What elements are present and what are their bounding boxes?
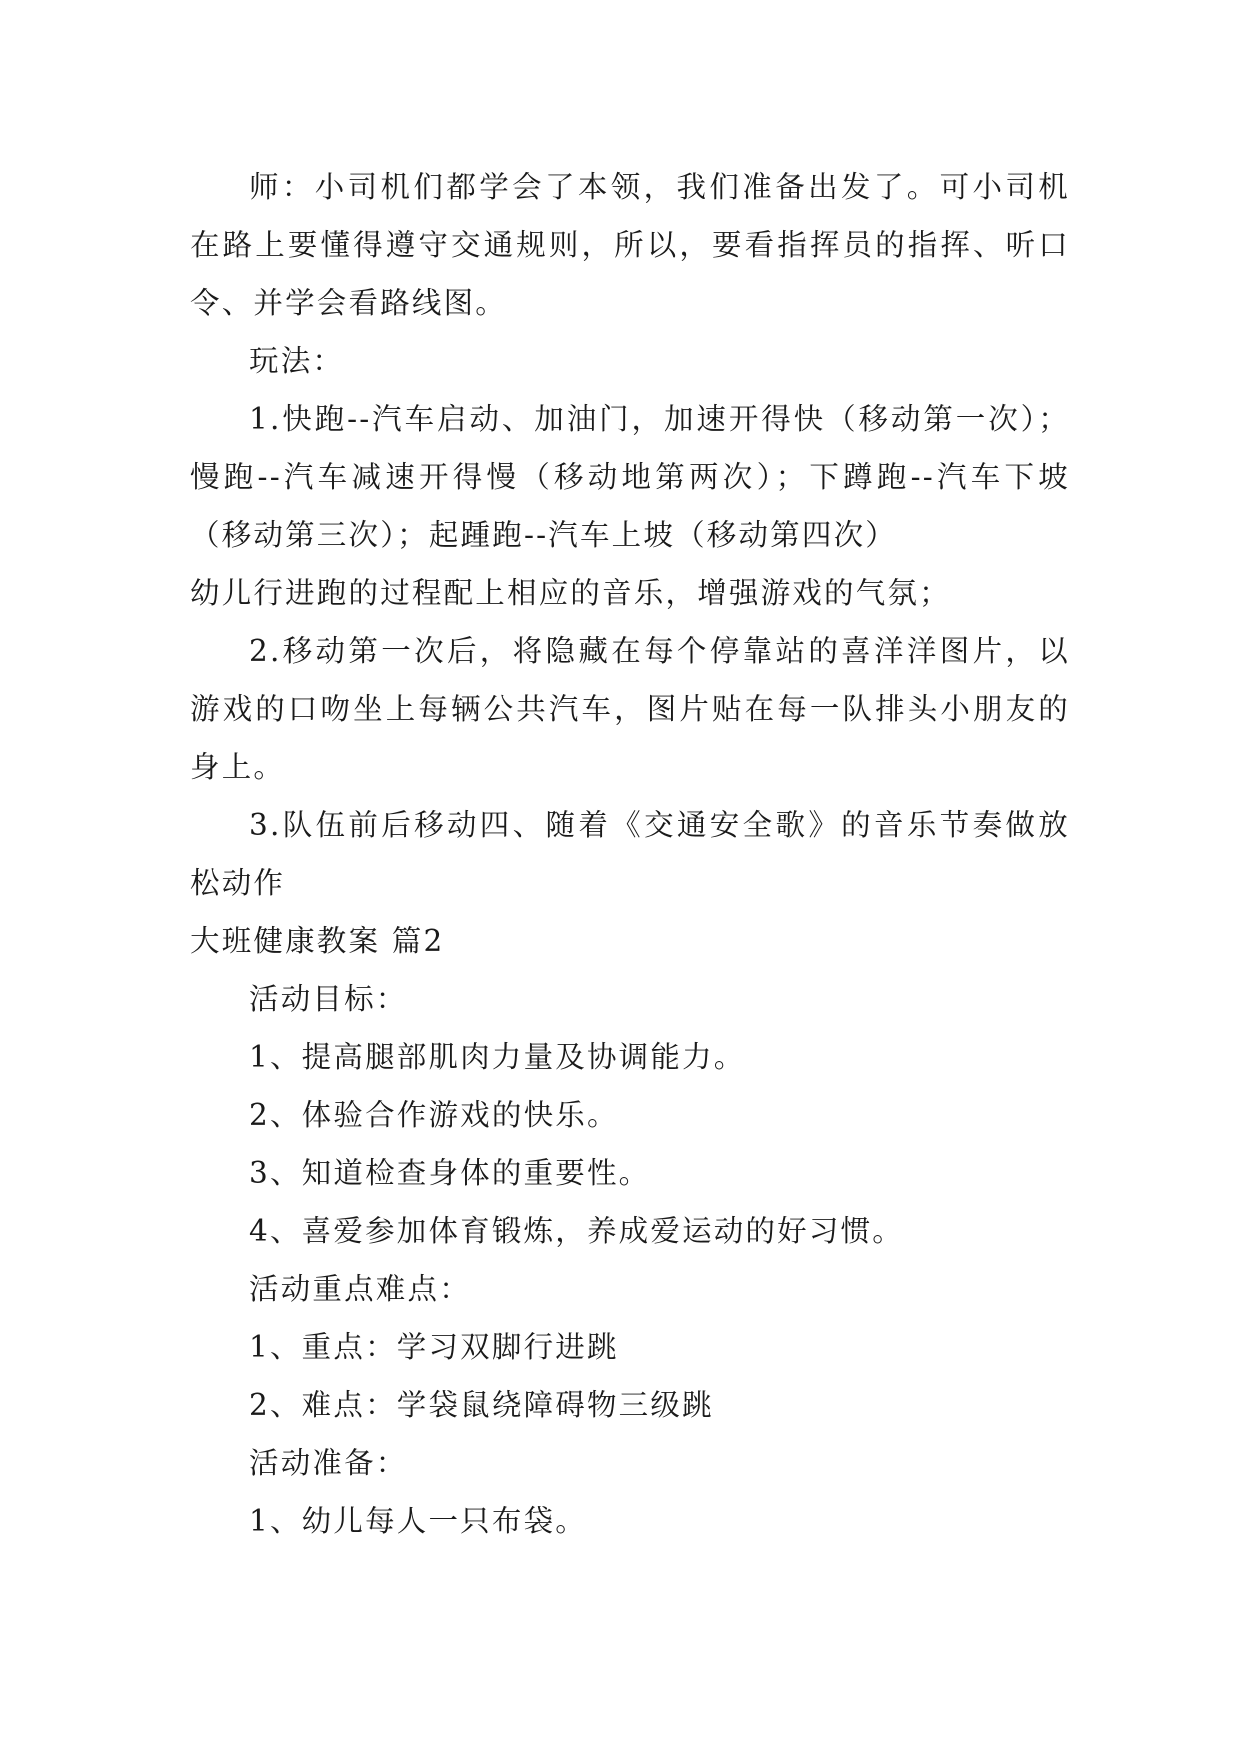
paragraph-key-points-label: 活动重点难点： xyxy=(249,1272,471,1306)
paragraph-key-point-1: 1、重点：学习双脚行进跳 xyxy=(249,1330,619,1364)
paragraph-rule-3: 3.队伍前后移动四、随着《交通安全歌》的音乐节奏做放松动作 xyxy=(190,808,1070,900)
document-body xyxy=(190,158,1070,1550)
paragraph-goal-4: 4、喜爱参加体育锻炼，养成爱运动的好习惯。 xyxy=(249,1214,904,1248)
paragraph-rule-1: 1.快跑--汽车启动、加油门，加速开得快（移动第一次）；慢跑--汽车减速开得慢（移动地第两次）；下蹲跑--汽车下坡（移动第三次）；起踵跑--汽车上坡（移动第四次） xyxy=(190,402,1070,552)
paragraph-goal-3: 3、知道检查身体的重要性。 xyxy=(249,1156,651,1190)
paragraph-rule-2: 2.移动第一次后，将隐藏在每个停靠站的喜洋洋图片，以游戏的口吻坐上每辆公共汽车，图片贴在每一队排头小朋友的身上。 xyxy=(190,634,1070,784)
paragraph-goal-2: 2、体验合作游戏的快乐。 xyxy=(249,1098,619,1132)
paragraph-goal-1: 1、提高腿部肌肉力量及协调能力。 xyxy=(249,1040,746,1074)
paragraph-key-point-2: 2、难点：学袋鼠绕障碍物三级跳 xyxy=(249,1388,714,1422)
paragraph-preparation-1: 1、幼儿每人一只布袋。 xyxy=(249,1504,587,1538)
paragraph-preparation-label: 活动准备： xyxy=(249,1446,408,1480)
paragraph-teacher-intro: 师：小司机们都学会了本领，我们准备出发了。可小司机在路上要懂得遵守交通规则，所以，要看指挥员的指挥、听口令、并学会看路线图。 xyxy=(190,170,1070,320)
paragraph-gameplay-label: 玩法： xyxy=(249,344,345,378)
section-heading: 大班健康教案 篇2 xyxy=(190,924,445,958)
paragraph-goals-label: 活动目标： xyxy=(249,982,408,1016)
paragraph-music-note: 幼儿行进跑的过程配上相应的音乐，增强游戏的气氛； xyxy=(190,576,951,610)
